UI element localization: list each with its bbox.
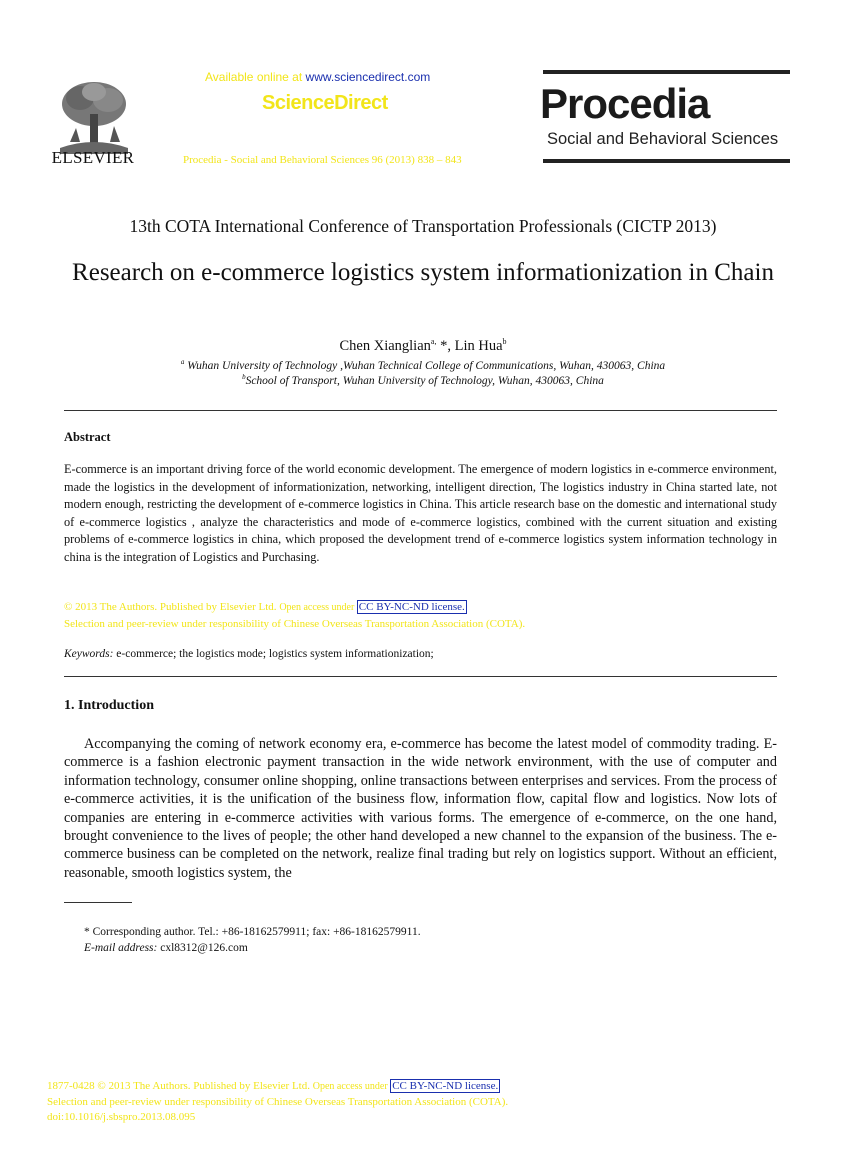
keywords-label: Keywords: (64, 648, 114, 660)
paper-title: Research on e-commerce logistics system informationization in Chain (72, 259, 774, 286)
abstract-body: E-commerce is an important driving force of the world economic development. The emergence of modern logistics in e-commerce environment, made the logistics in the development of informationization, networking, intelligent direction, The logistics industry in China started late, not modern enough, restricting the development of e-commerce logistics in China. This article research base on the domestic and international study of e-commerce logistics , analyze the characteristics and mode of e-commerce logistics, combined with the current situation and existing problems of e-commerce logistics in china, which proposed the development trend of e-commerce logistics system information technology in china is the integration of Logistics and Purchasing. (64, 462, 777, 564)
keywords-text: e-commerce; the logistics mode; logistics system informationization; (113, 648, 434, 660)
imprint-open-access-text: Open access under (312, 1081, 391, 1092)
email-label: E-mail address: (84, 942, 158, 954)
author-list (0, 337, 846, 355)
abstract-peer-review: Selection and peer-review under responsibility of Chinese Overseas Transportation Association (COTA). (64, 618, 526, 630)
affiliation-b-text: School of Transport, Wuhan University of Technology, Wuhan, 430063, China (245, 374, 604, 387)
procedia-logo-title: Procedia (540, 80, 710, 127)
abstract-top-rule (64, 410, 777, 411)
affiliation-a-mark: a (180, 358, 185, 366)
affiliation-b-mark: b (242, 373, 246, 381)
abstract-bottom-rule (64, 676, 777, 677)
abstract-heading: Abstract (64, 430, 111, 444)
procedia-logo-subtitle: Social and Behavioral Sciences (547, 130, 779, 148)
keywords-line (64, 648, 434, 660)
imprint-doi[interactable]: doi:10.1016/j.sbspro.2013.08.095 (47, 1111, 196, 1123)
imprint-copyright-text: 1877-0428 © 2013 The Authors. Published by Elsevier Ltd. (47, 1080, 313, 1092)
sciencedirect-url-link[interactable]: www.sciencedirect.com (305, 70, 431, 84)
author-1: Chen Xianglian (339, 337, 431, 354)
affiliation-b (0, 373, 846, 387)
author-1-affiliation-mark: a, (430, 337, 437, 346)
imprint-license-link[interactable]: CC BY-NC-ND license. (392, 1080, 499, 1092)
imprint-copyright (47, 1080, 500, 1092)
imprint-peer-review: Selection and peer-review under responsibility of Chinese Overseas Transportation Association (COTA). (47, 1096, 509, 1108)
license-link[interactable]: CC BY-NC-ND license. (358, 601, 465, 613)
affiliation-a-text: Wuhan University of Technology ,Wuhan Technical College of Communications, Wuhan, 430063, China (184, 359, 666, 372)
author-separator: *, (436, 337, 455, 354)
journal-reference: Procedia - Social and Behavioral Sciences 96 (2013) 838 – 843 (183, 154, 462, 166)
available-online-prefix: Available online at (205, 70, 306, 84)
author-2: Lin Hua (454, 337, 503, 354)
open-access-text: Open access under (279, 602, 357, 613)
footnote-email (84, 942, 248, 954)
introduction-body: Accompanying the coming of network economy era, e-commerce has become the latest model of commodity trading. E-commerce is a fashion electronic payment transaction in the wide network environment, with the use of computer and information technology, consumer online shopping, online transactions between enterprises and services. From the process of e-commerce activities, it is the unification of the business flow, information flow, capital flow and logistics. Now lots of companies are entering in e-commerce activities with various forms. The emergence of e-commerce, on the one hand, brought convenience to the lives of people; the other hand developed a new channel to the expansion of the business. The e-commerce business can be completed on the network, realize final trading but rely on logistics support. Without an efficient, reasonable, smooth logistics system, the (64, 736, 777, 881)
affiliation-a (0, 358, 846, 372)
sciencedirect-logo: ScienceDirect (262, 92, 388, 114)
email-address[interactable]: cxl8312@126.com (157, 942, 248, 954)
procedia-rule-top (543, 70, 790, 74)
elsevier-wordmark: ELSEVIER (51, 148, 135, 167)
footnote-corresponding-author: * Corresponding author. Tel.: +86-18162579911; fax: +86-18162579911. (84, 926, 421, 938)
introduction-heading: 1. Introduction (64, 698, 154, 713)
procedia-rule-bottom (543, 159, 790, 163)
copyright-text: © 2013 The Authors. Published by Elsevier Ltd. (64, 601, 280, 613)
conference-name: 13th COTA International Conference of Transportation Professionals (CICTP 2013) (129, 216, 717, 236)
author-2-affiliation-mark: b (502, 337, 507, 346)
abstract-copyright (64, 601, 467, 613)
footnote-rule (64, 902, 132, 903)
available-online-line (205, 70, 430, 84)
